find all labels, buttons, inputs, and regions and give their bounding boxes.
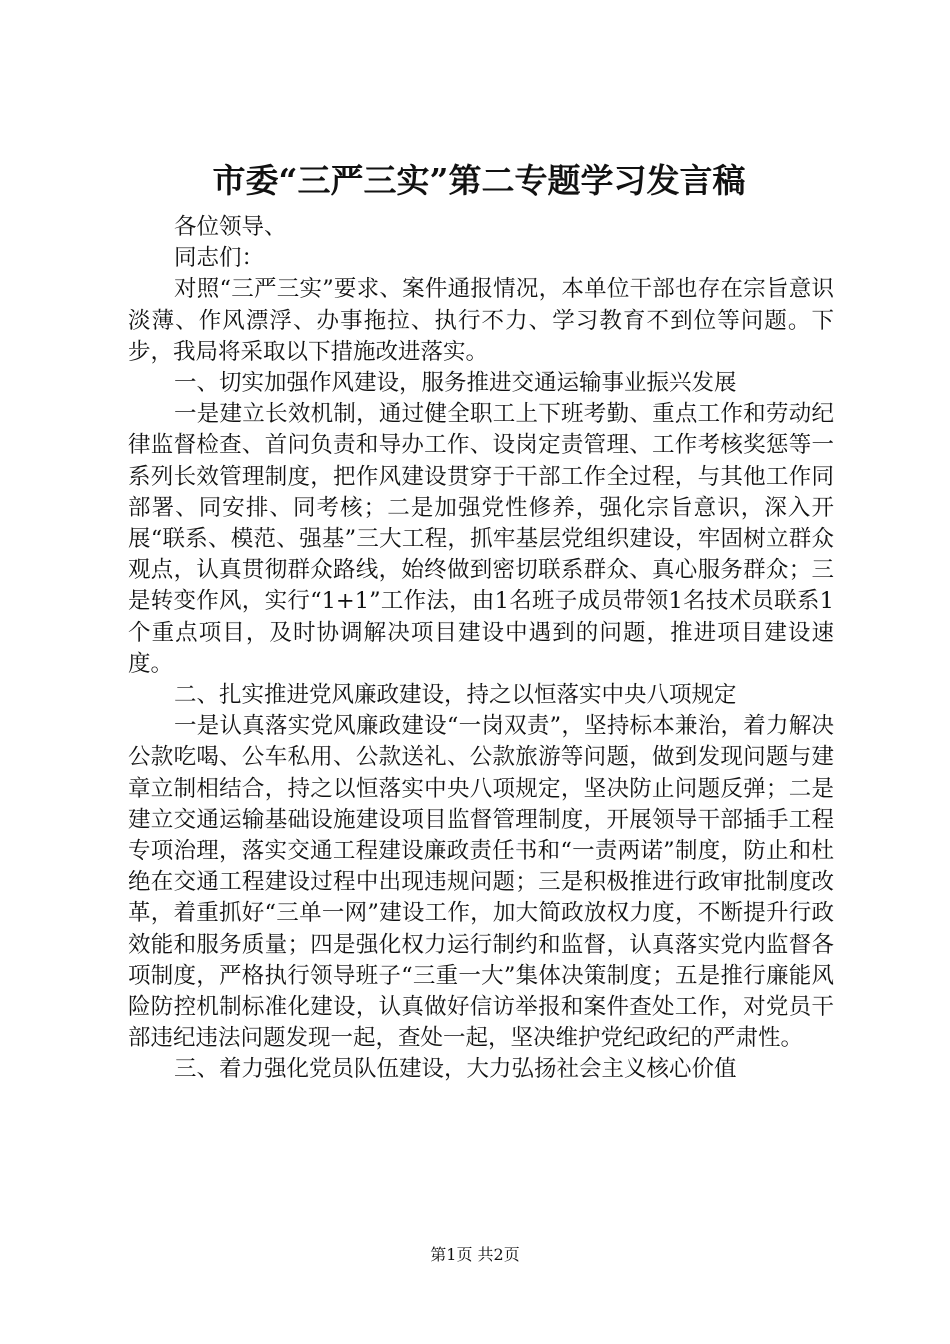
page-footer: 第1页 共2页 [430,1245,520,1264]
section-1-heading: 一、切实加强作风建设，服务推进交通运输事业振兴发展 [174,370,737,397]
salutation-comrades: 同志们： [174,245,265,272]
section-2-heading: 二、扎实推进党风廉政建设，持之以恒落实中央八项规定 [174,682,737,709]
section-1-body: 一是建立长效机制，通过健全职工上下班考勤、重点工作和劳动纪律监督检查、首问负责和导办工作、设岗定责管理、工作考核奖惩等一系列长效管理制度，把作风建设贯穿于干部工作全过程，与其他工作同部署、同安排、同考核；二是加强党性修养，强化宗旨意识，深入开展“联系、模范、强基”三大工程，抓牢基层党组织建设，牢固树立群众观点，认真贯彻群众路线，始终做到密切联系群众、真心服务群众；三是转变作风，实行“1+1”工作法，由1名班子成员带领1名技术员联系1个重点项目，及时协调解决项目建设中遇到的问题，推进项目建设速度。 [128,401,834,677]
section-3-heading: 三、着力强化党员队伍建设，大力弘扬社会主义核心价值 [174,1056,737,1083]
salutation-leaders: 各位领导、 [174,214,287,240]
document-page [128,150,834,1086]
intro-paragraph: 对照“三严三实”要求、案件通报情况，本单位干部也存在宗旨意识淡薄、作风漂浮、办事拖拉、执行不力、学习教育不到位等问题。下步，我局将采取以下措施改进落实。 [128,276,834,365]
document-title: 市委“三严三实”第二专题学习发言稿 [212,161,746,200]
section-2-body: 一是认真落实党风廉政建设“一岗双责”，坚持标本兼治，着力解决公款吃喝、公车私用、公款送礼、公款旅游等问题，做到发现问题与建章立制相结合，持之以恒落实中央八项规定，坚决防止问题反弹；二是建立交通运输基础设施建设项目监督管理制度，开展领导干部插手工程专项治理，落实交通工程建设廉政责任书和“一责两诺”制度，防止和杜绝在交通工程建设过程中出现违规问题；三是积极推进行政审批制度改革，着重抓好“三单一网”建设工作，加大简政放权力度，不断提升行政效能和服务质量；四是强化权力运行制约和监督，认真落实党内监督各项制度，严格执行领导班子“三重一大”集体决策制度；五是推行廉能风险防控机制标准化建设，认真做好信访举报和案件查处工作，对党员干部违纪违法问题发现一起，查处一起，坚决维护党纪政纪的严肃性。 [128,713,834,1052]
